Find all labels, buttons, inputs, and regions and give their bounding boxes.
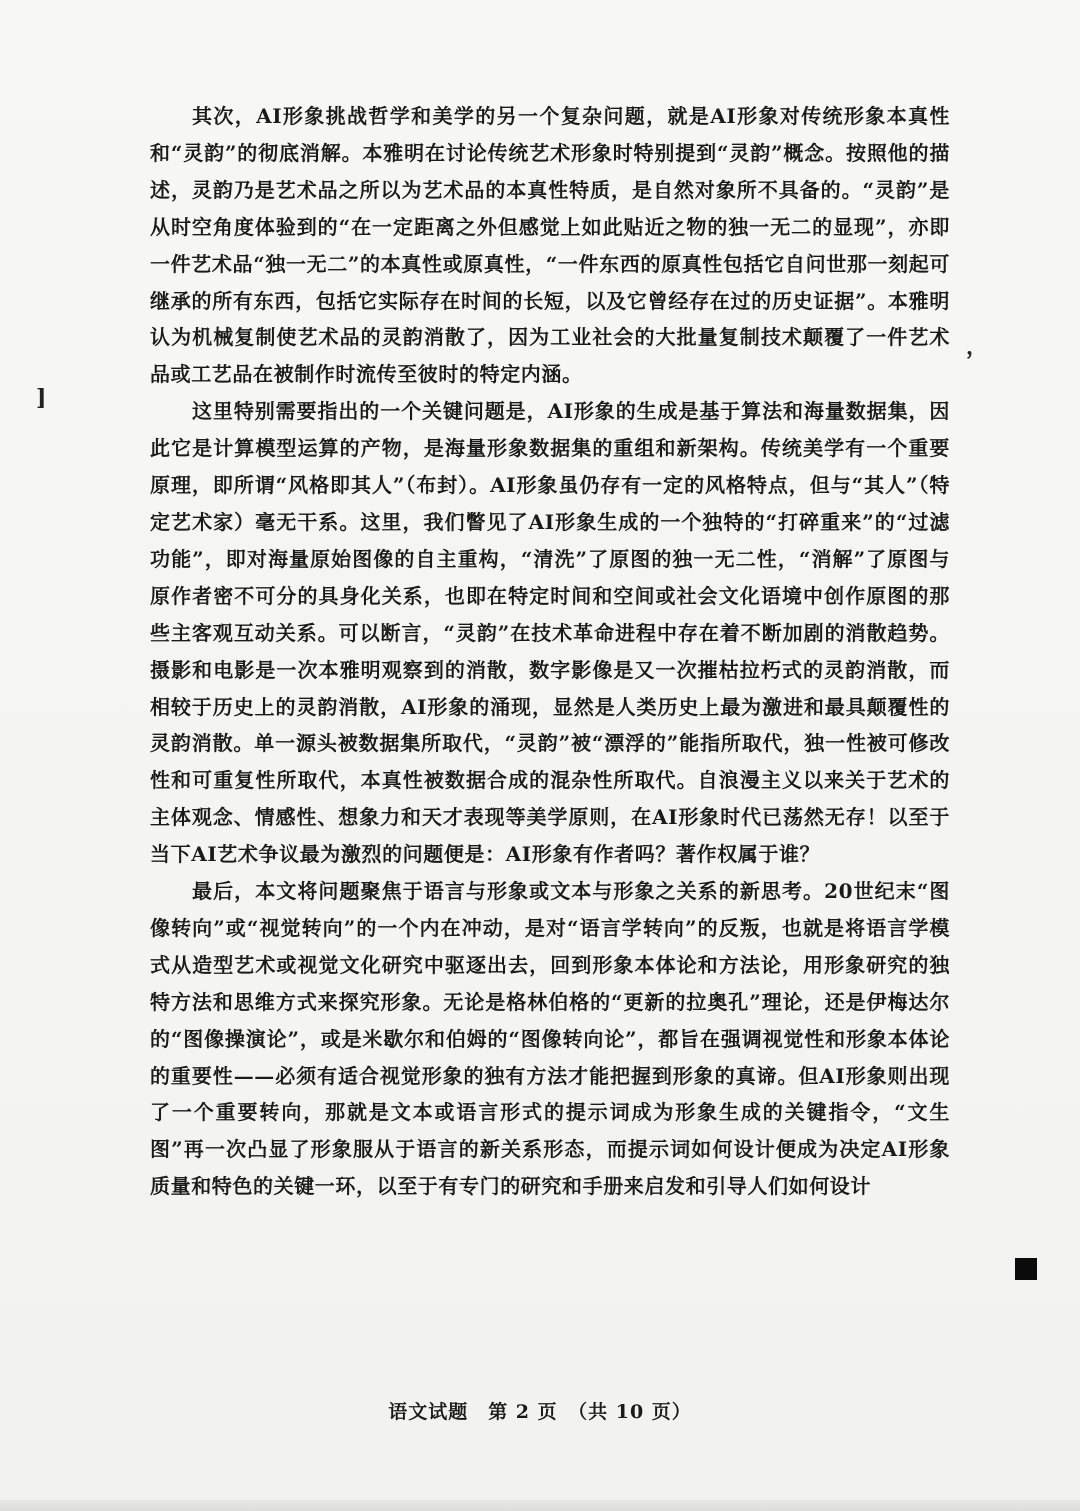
scan-bottom-edge [0,1500,1080,1511]
registration-square-icon [1015,1258,1037,1280]
paragraph-1: 其次，AI形象挑战哲学和美学的另一个复杂问题，就是AI形象对传统形象本真性和“灵韵”的彻底消解。本雅明在讨论传统艺术形象时特别提到“灵韵”概念。按照他的描述，灵韵乃是艺术品之所以为艺术品的本真性特质，是自然对象所不具备的。“灵韵”是从时空角度体验到的“在一定距离之外但感觉上如此贴近之物的独一无二的显现”，亦即一件艺术品“独一无二”的本真性或原真性，“一件东西的原真性包括它自问世那一刻起可继承的所有东西，包括它实际存在时间的长短，以及它曾经存在过的历史证据”。本雅明认为机械复制使艺术品的灵韵消散了，因为工业社会的大批量复制技术颠覆了一件艺术品或工艺品在被制作时流传至彼时的特定内涵。 [150,104,950,387]
right-margin-mark: ， [966,334,989,360]
left-margin-mark: ] [36,385,47,411]
page-footer: 语文试题 第 2 页 （共 10 页） [388,1401,692,1423]
paragraph-2: 这里特别需要指出的一个关键问题是，AI形象的生成是基于算法和海量数据集，因此它是计算模型运算的产物，是海量形象数据集的重组和新架构。传统美学有一个重要原理，即所谓“风格即其人”（布封）。AI形象虽仍存有一定的风格特点，但与“其人”（特定艺术家）毫无干系。这里，我们瞥见了AI形象生成的一个独特的“打碎重来”的“过滤功能”，即对海量原始图像的自主重构，“清洗”了原图的独一无二性，“消解”了原图与原作者密不可分的具身化关系，也即在特定时间和空间或社会文化语境中创作原图的那些主客观互动关系。可以断言，“灵韵”在技术革命进程中存在着不断加剧的消散趋势。摄影和电影是一次本雅明观察到的消散，数字影像是又一次摧枯拉朽式的灵韵消散，而相较于历史上的灵韵消散，AI形象的涌现，显然是人类历史上最为激进和最具颠覆性的灵韵消散。单一源头被数据集所取代，“灵韵”被“漂浮的”能指所取代，独一性被可修改性和可重复性所取代，本真性被数据合成的混杂性所取代。自浪漫主义以来关于艺术的主体观念、情感性、想象力和天才表现等美学原则，在AI形象时代已荡然无存！以至于当下AI艺术争议最为激烈的问题便是：AI形象有作者吗？著作权属于谁？ [150,399,950,867]
paragraph-3: 最后，本文将问题聚焦于语言与形象或文本与形象之关系的新思考。20世纪末“图像转向”或“视觉转向”的一个内在冲动，是对“语言学转向”的反叛，也就是将语言学模式从造型艺术或视觉文化研究中驱逐出去，回到形象本体论和方法论，用形象研究的独特方法和思维方式来探究形象。无论是格林伯格的“更新的拉奥孔”理论，还是伊梅达尔的“图像操演论”，或是米歇尔和伯姆的“图像转向论”，都旨在强调视觉性和形象本体论的重要性——必须有适合视觉形象的独有方法才能把握到形象的真谛。但AI形象则出现了一个重要转向，那就是文本或语言形式的提示词成为形象生成的关键指令，“文生图”再一次凸显了形象服从于语言的新关系形态，而提示词如何设计便成为决定AI形象质量和特色的关键一环，以至于有专门的研究和手册来启发和引导人们如何设计 [150,879,950,1199]
passage-body [150,98,950,1205]
